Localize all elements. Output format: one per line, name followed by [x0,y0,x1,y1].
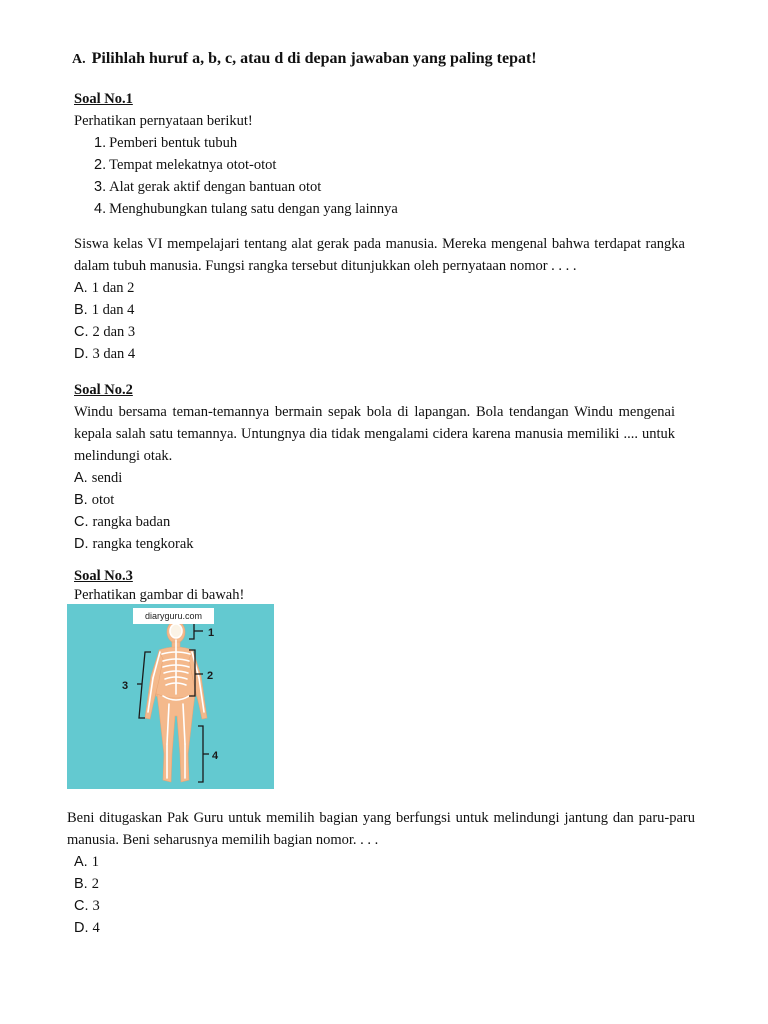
question-3-title: Soal No.3 [74,568,133,584]
option-text: 3 dan 4 [92,346,136,362]
answer-option-b[interactable] [67,873,695,895]
option-text: 3 [92,898,100,914]
option-text: 2 [91,876,99,892]
option-letter: D. [74,346,89,362]
statement-number: 1. [94,135,107,151]
statement-number: 3. [94,179,107,195]
option-letter: D. [74,920,89,936]
question-3-header [74,566,685,604]
statement-item [94,176,685,198]
answer-option-d[interactable] [67,917,695,939]
question-1-body [74,233,685,365]
section-heading [72,50,537,68]
option-text: 4 [92,920,100,936]
skeleton-illustration [67,604,274,789]
statement-item [94,132,685,154]
statement-text: Pemberi bentuk tubuh [109,135,238,151]
answer-option-c[interactable] [74,511,675,533]
answer-option-c[interactable] [74,321,685,343]
figure-label-2: 2 [207,670,214,682]
question-1-title: Soal No.1 [74,91,133,107]
option-letter: A. [74,280,88,296]
option-letter: C. [74,898,89,914]
answer-option-a[interactable] [74,467,675,489]
option-letter: C. [74,514,89,530]
figure-label-1: 1 [208,627,215,639]
skeleton-figure [67,604,274,789]
answer-option-a[interactable] [67,851,695,873]
option-letter: C. [74,324,89,340]
section-label: A. [72,52,86,67]
statement-item [94,154,685,176]
answer-option-d[interactable] [74,343,685,365]
option-text: 1 dan 4 [91,302,135,318]
statement-item [94,198,685,220]
figure-label-3: 3 [122,680,129,692]
question-3-text: Beni ditugaskan Pak Guru untuk memilih bagian yang berfungsi untuk melindungi jantung dan paru-paru manusia. Beni seharusnya memilih bagian nomor. . . . [67,810,695,848]
question-2-title: Soal No.2 [74,382,133,398]
question-1-intro: Perhatikan pernyataan berikut! [74,113,253,129]
answer-option-a[interactable] [74,277,685,299]
option-letter: B. [74,302,88,318]
statement-list [74,132,685,220]
statement-number: 4. [94,201,107,217]
option-letter: B. [74,876,88,892]
option-text: 1 [91,854,99,870]
question-3-body [67,807,695,939]
answer-option-b[interactable] [74,489,675,511]
question-1-text: Siswa kelas VI mempelajari tentang alat gerak pada manusia. Mereka mengenal bahwa terdapat rangka dalam tubuh manusia. Fungsi rangka tersebut ditunjukkan oleh pernyataan nomor . . . . [74,236,685,274]
section-instruction: Pilihlah huruf a, b, c, atau d di depan jawaban yang paling tepat! [91,50,537,67]
question-1 [74,88,685,220]
option-text: otot [91,492,115,508]
statement-text: Menghubungkan tulang satu dengan yang lainnya [109,201,398,217]
option-text: 1 dan 2 [91,280,135,296]
statement-number: 2. [94,157,107,173]
question-2 [74,379,675,555]
question-3-intro: Perhatikan gambar di bawah! [74,587,245,603]
watermark: diaryguru.com [133,608,214,624]
option-letter: A. [74,470,88,486]
option-text: rangka tengkorak [92,536,194,552]
statement-text: Tempat melekatnya otot-otot [109,157,277,173]
option-letter: D. [74,536,89,552]
figure-label-4: 4 [212,750,219,762]
option-text: 2 dan 3 [92,324,136,340]
option-text: sendi [91,470,123,486]
option-letter: A. [74,854,88,870]
option-letter: B. [74,492,88,508]
answer-option-d[interactable] [74,533,675,555]
question-2-text: Windu bersama teman-temannya bermain sepak bola di lapangan. Bola tendangan Windu mengenai kepala salah satu temannya. Untungnya dia tidak mengalami cidera karena manusia memiliki .... untuk melindungi otak. [74,404,675,464]
statement-text: Alat gerak aktif dengan bantuan otot [109,179,322,195]
option-text: rangka badan [92,514,171,530]
answer-option-b[interactable] [74,299,685,321]
answer-option-c[interactable] [67,895,695,917]
